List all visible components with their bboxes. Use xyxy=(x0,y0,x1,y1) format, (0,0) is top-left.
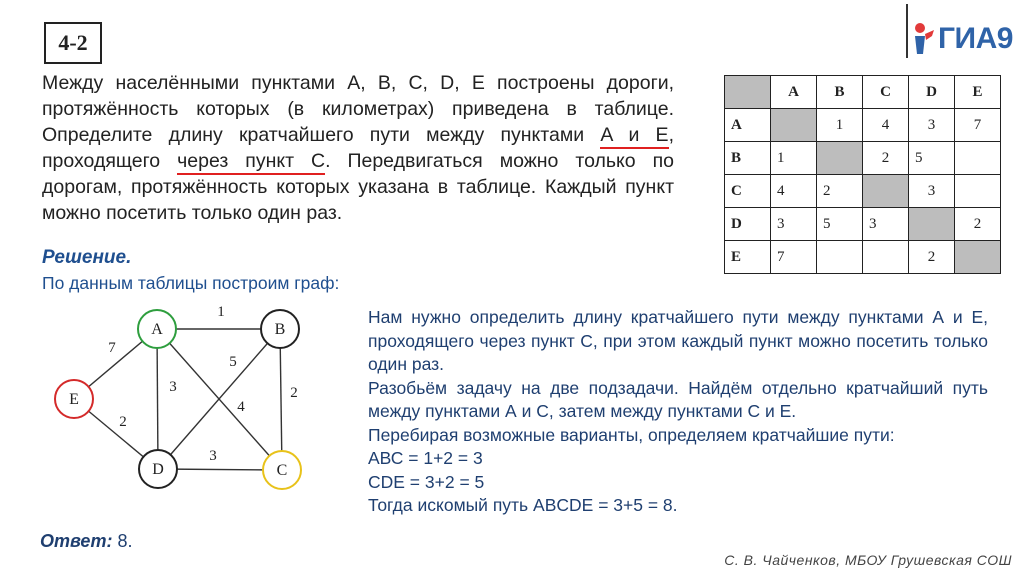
table-row xyxy=(725,142,1001,175)
table-cell: 3 xyxy=(771,208,817,241)
row-header: D xyxy=(725,208,771,241)
table-cell xyxy=(863,241,909,274)
table-cell-diagonal xyxy=(909,208,955,241)
column-header: D xyxy=(909,76,955,109)
table-header-row xyxy=(725,76,1001,109)
road-graph xyxy=(40,296,360,496)
edge-weight-label: 3 xyxy=(169,379,177,395)
node-label: E xyxy=(69,391,79,408)
edge-weight-label: 4 xyxy=(237,399,245,415)
explanation-line: CDE = 3+2 = 5 xyxy=(368,471,485,492)
row-header: B xyxy=(725,142,771,175)
table-row xyxy=(725,175,1001,208)
column-header: E xyxy=(955,76,1001,109)
table-cell: 2 xyxy=(863,142,909,175)
node-label: D xyxy=(152,461,164,478)
table-cell: 3 xyxy=(909,175,955,208)
explanation-line: Тогда искомый путь ABCDE = 3+5 = 8. xyxy=(368,495,678,515)
row-header: A xyxy=(725,109,771,142)
node-label: A xyxy=(151,321,163,338)
table-cell-diagonal xyxy=(771,109,817,142)
edge-b-c xyxy=(280,329,282,470)
header-divider xyxy=(906,4,908,58)
problem-text-3: , проходящего xyxy=(42,124,674,172)
column-header: C xyxy=(863,76,909,109)
row-header: C xyxy=(725,175,771,208)
edge-weight-label: 2 xyxy=(119,414,127,430)
table-cell xyxy=(817,241,863,274)
explanation-line: Перебирая возможные варианты, определяем кратчайшие пути: xyxy=(368,424,895,445)
table-cell: 3 xyxy=(863,208,909,241)
table-cell: 1 xyxy=(817,109,863,142)
table-cell xyxy=(955,175,1001,208)
table-cell: 5 xyxy=(909,142,955,175)
edge-weight-label: 3 xyxy=(209,448,217,464)
table-row xyxy=(725,109,1001,142)
explanation-line: АВС = 1+2 = 3 xyxy=(368,448,483,468)
edge-weight-label: 1 xyxy=(217,304,225,320)
distance-table xyxy=(724,75,1001,274)
edge-weight-label: 5 xyxy=(229,354,237,370)
answer xyxy=(40,531,132,552)
column-header: B xyxy=(817,76,863,109)
table-cell: 1 xyxy=(771,142,817,175)
row-header: E xyxy=(725,241,771,274)
table-cell: 2 xyxy=(817,175,863,208)
node-label: C xyxy=(276,462,288,479)
column-header: A xyxy=(771,76,817,109)
answer-label: Ответ: xyxy=(40,531,113,551)
table-cell: 2 xyxy=(909,241,955,274)
problem-text-1: Между населёнными пунктами A, B, C, D, E построены дороги, протяжённость которых (в километрах) приведена в таблице. Определите длину кратчайшего пути между пунктами xyxy=(42,72,674,146)
table-cell: 4 xyxy=(771,175,817,208)
table-cell-diagonal xyxy=(817,142,863,175)
table-row xyxy=(725,208,1001,241)
table-cell: 7 xyxy=(955,109,1001,142)
table-corner-cell xyxy=(725,76,771,109)
explanation-line: Нам нужно определить длину кратчайшего пути между пунктами А и Е, проходящего через пункт С, при этом каждый пункт можно посетить только один раз. xyxy=(368,307,988,374)
table-cell-diagonal xyxy=(955,241,1001,274)
answer-value: 8. xyxy=(112,531,133,551)
table-cell: 2 xyxy=(955,208,1001,241)
problem-statement xyxy=(42,70,674,226)
task-number-badge: 4-2 xyxy=(44,22,102,64)
edge-weight-label: 2 xyxy=(290,385,298,401)
edge-a-d xyxy=(157,329,158,469)
solution-subtitle: По данным таблицы построим граф: xyxy=(42,273,340,293)
table-cell-diagonal xyxy=(863,175,909,208)
author-credit: С. В. Чайченков, МБОУ Грушевская СОШ xyxy=(724,552,1012,568)
edge-weight-label: 7 xyxy=(108,340,116,356)
table-cell: 3 xyxy=(909,109,955,142)
table-cell: 4 xyxy=(863,109,909,142)
highlight-a-and-e: A и E xyxy=(600,124,668,149)
explanation-line: Разобьём задачу на две подзадачи. Найдём отдельно кратчайший путь между пунктами А и С, затем между пунктами С и Е. xyxy=(368,377,988,421)
problem-text-5: . Передвигаться можно только по дорогам, протяжённость которых указана в таблице. Каждый пункт можно посетить только один раз. xyxy=(42,150,674,224)
solution-title: Решение. xyxy=(42,247,132,268)
solution-explanation xyxy=(368,306,988,518)
table-row xyxy=(725,241,1001,274)
highlight-through-c: через пункт C xyxy=(177,150,325,175)
table-cell: 7 xyxy=(771,241,817,274)
table-cell: 5 xyxy=(817,208,863,241)
table-cell xyxy=(955,142,1001,175)
node-label: B xyxy=(274,321,286,338)
logo-text: ГИА9 xyxy=(938,22,1013,55)
